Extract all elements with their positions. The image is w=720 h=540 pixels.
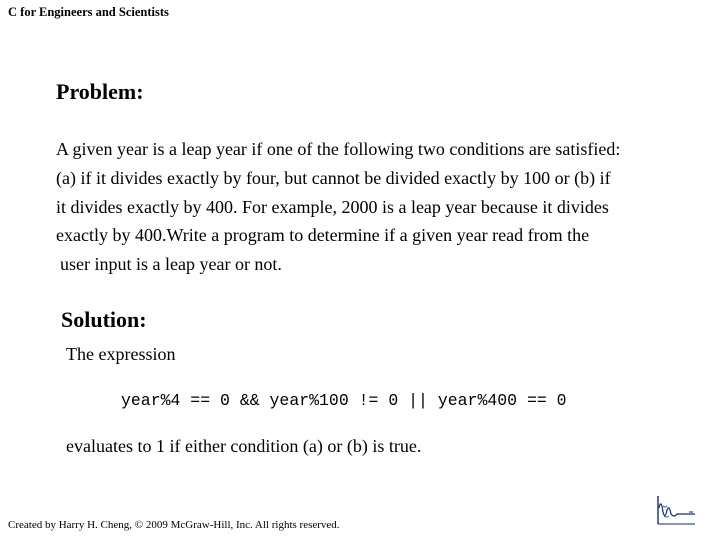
leap-year-expression: year%4 == 0 && year%100 != 0 || year%400 == 0	[121, 391, 567, 410]
problem-line-1: A given year is a leap year if one of the following two conditions are satisfied:	[56, 139, 621, 159]
solution-heading: Solution:	[61, 307, 147, 332]
problem-heading: Problem:	[56, 79, 144, 104]
problem-line-4: exactly by 400.Write a program to determine if a given year read from the	[56, 225, 590, 245]
slide-header-title: C for Engineers and Scientists	[8, 5, 169, 19]
problem-line-3: it divides exactly by 400. For example, 2000 is a leap year because it divides	[56, 197, 609, 217]
ch-logo-icon	[655, 494, 697, 526]
problem-line-2: (a) if it divides exactly by four, but cannot be divided exactly by 100 or (b) if	[56, 168, 611, 188]
copyright-footer: Created by Harry H. Cheng, © 2009 McGraw-Hill, Inc. All rights reserved.	[8, 519, 340, 531]
solution-conclusion: evaluates to 1 if either condition (a) or (b) is true.	[66, 436, 422, 456]
solution-intro: The expression	[66, 344, 176, 364]
problem-line-5: user input is a leap year or not.	[60, 254, 282, 274]
